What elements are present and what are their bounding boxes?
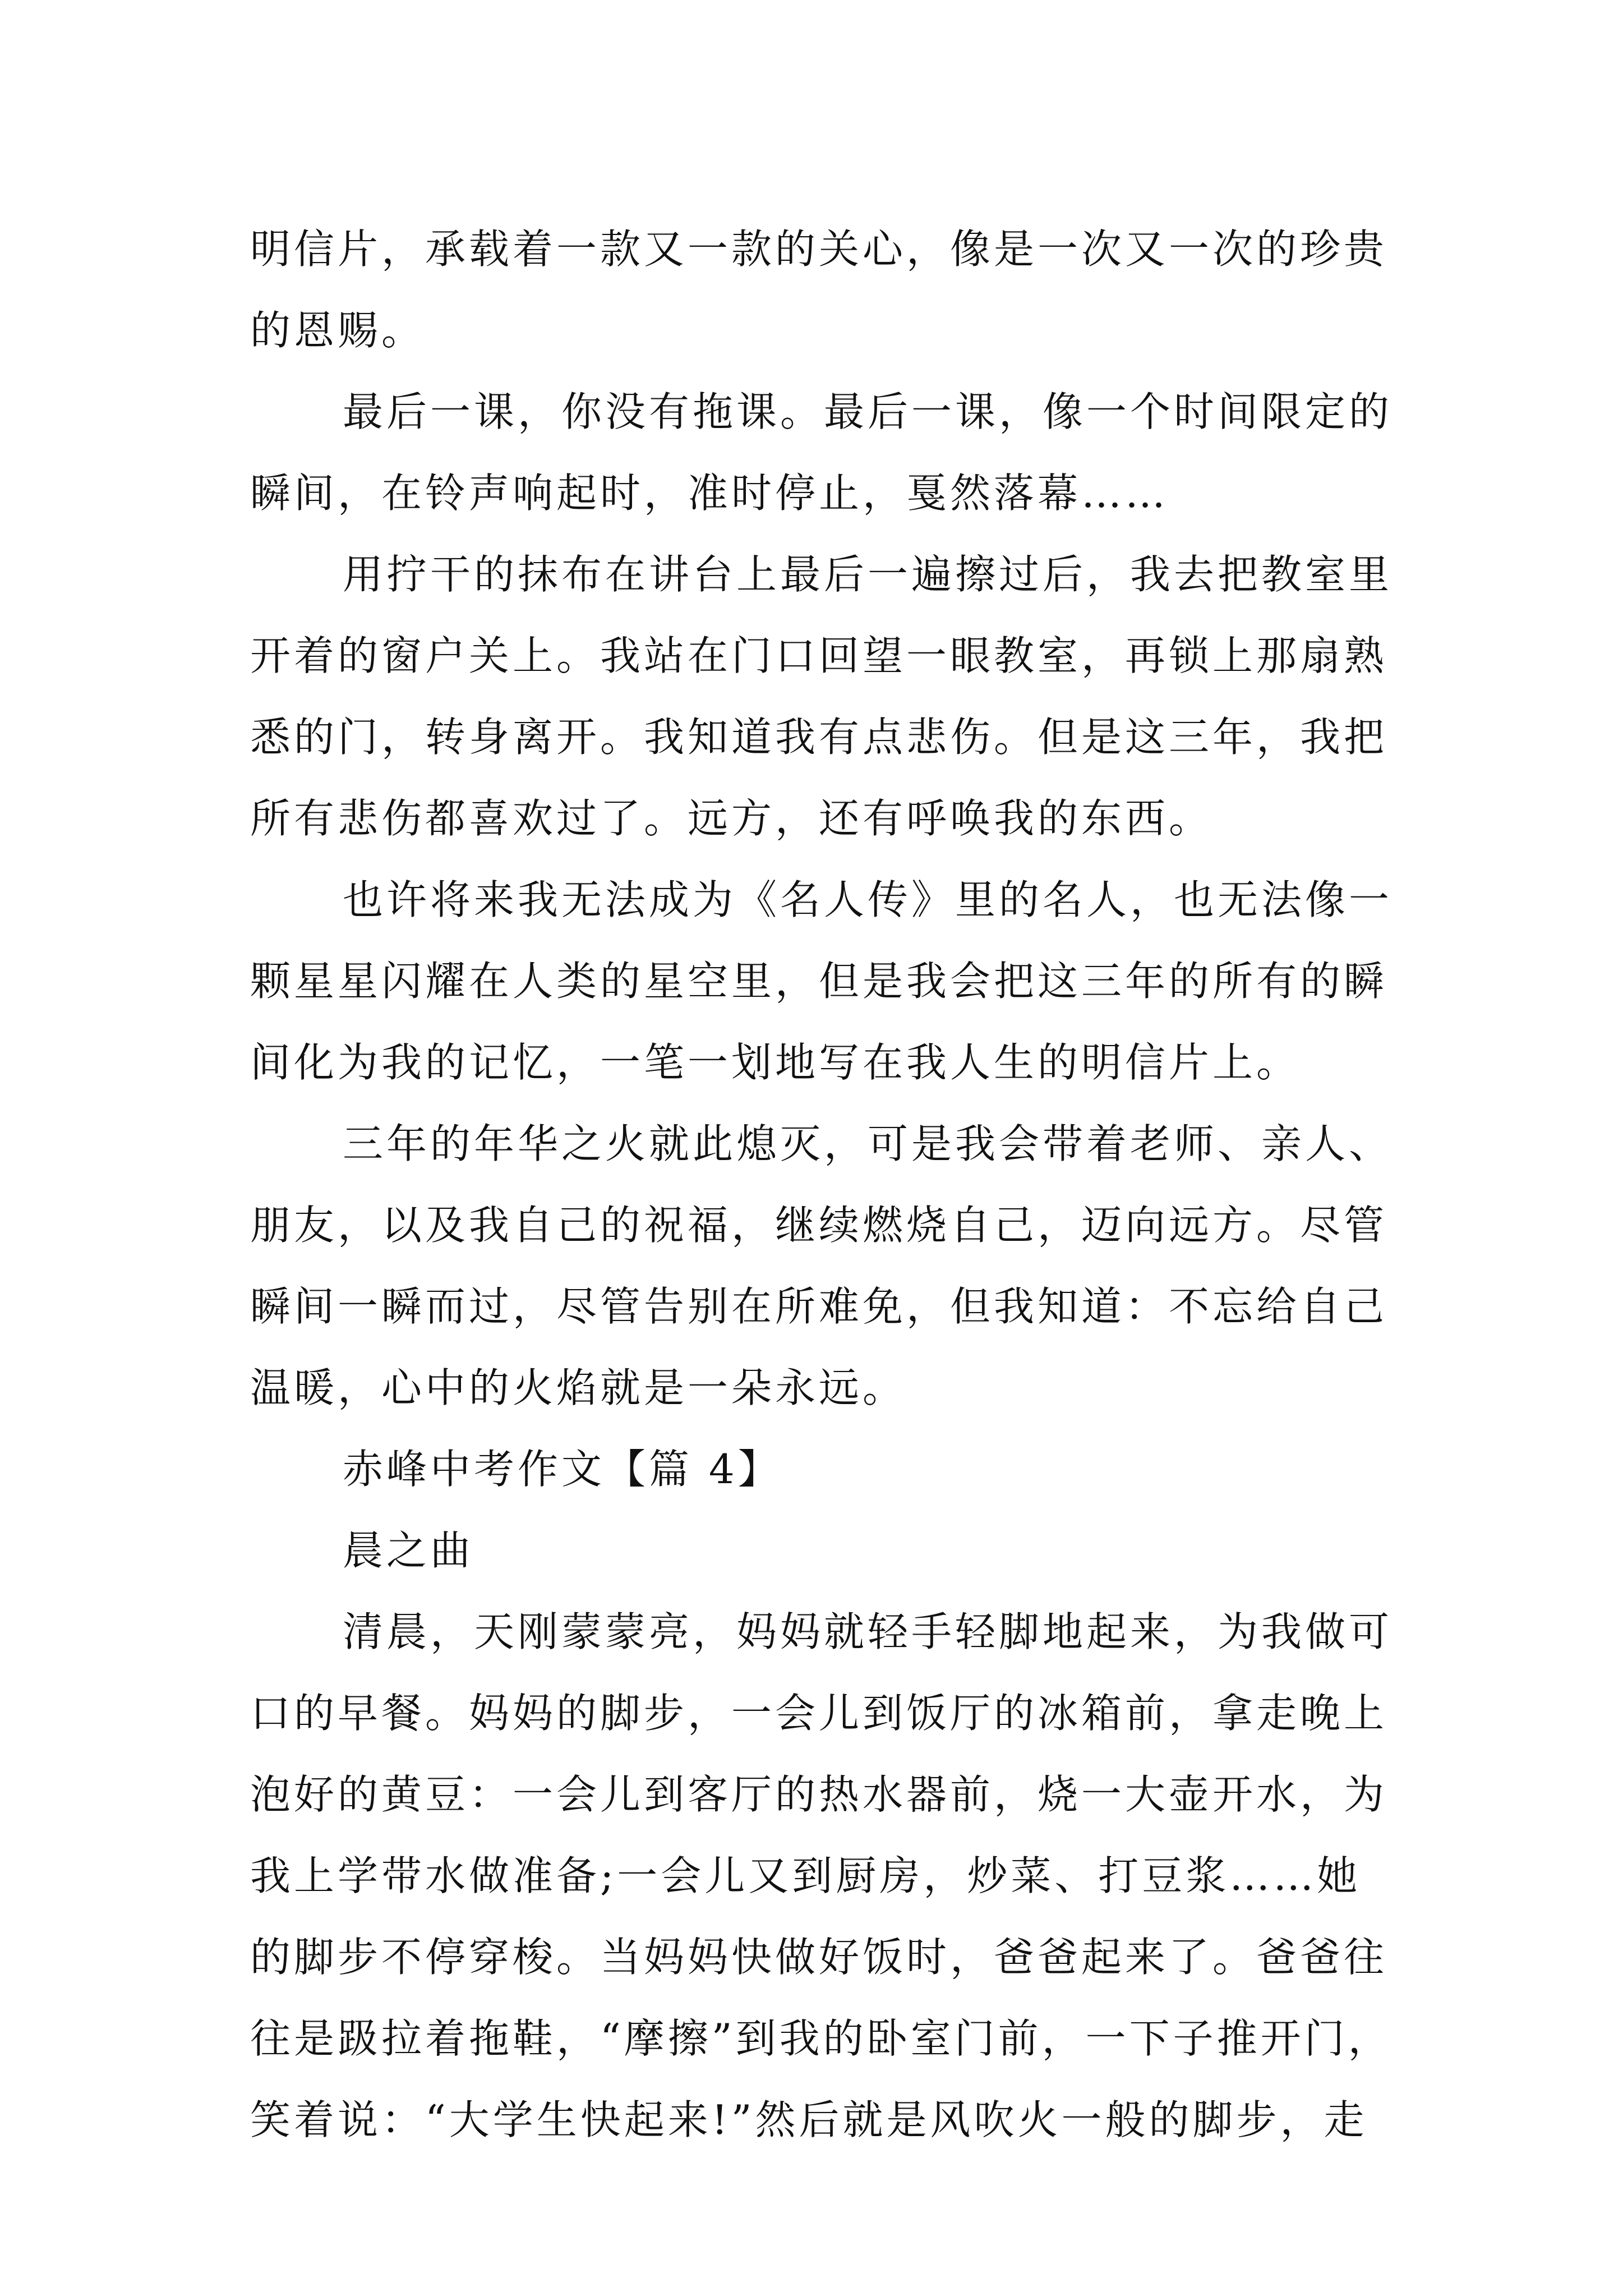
text-line: 间化为我的记忆，一笔一划地写在我人生的明信片上。 xyxy=(250,1039,1301,1086)
paragraph-first-line: 也许将来我无法成为《名人传》里的名人，也无法像一 xyxy=(343,876,1393,923)
text-line: 悉的门，转身离开。我知道我有点悲伤。但是这三年，我把 xyxy=(250,714,1388,761)
text-line: 往是趿拉着拖鞋，“摩擦”到我的卧室门前，一下子推开门， xyxy=(250,2015,1392,2062)
section-heading: 赤峰中考作文【篇 4】 xyxy=(343,1446,782,1493)
text-line: 开着的窗户关上。我站在门口回望一眼教室，再锁上那扇熟 xyxy=(250,632,1388,679)
text-line: 口的早餐。妈妈的脚步，一会儿到饭厅的冰箱前，拿走晚上 xyxy=(250,1690,1388,1737)
text-line: 明信片，承载着一款又一款的关心，像是一次又一次的珍贵 xyxy=(250,226,1388,273)
text-line: 颗星星闪耀在人类的星空里，但是我会把这三年的所有的瞬 xyxy=(250,958,1388,1005)
text-line: 所有悲伤都喜欢过了。远方，还有呼唤我的东西。 xyxy=(250,795,1213,842)
text-line: 的脚步不停穿梭。当妈妈快做好饭时，爸爸起来了。爸爸往 xyxy=(250,1934,1388,1981)
essay-title: 晨之曲 xyxy=(343,1527,474,1574)
paragraph-first-line: 清晨，天刚蒙蒙亮，妈妈就轻手轻脚地起来，为我做可 xyxy=(343,1608,1393,1655)
text-line: 的恩赐。 xyxy=(250,307,426,354)
paragraph-first-line: 最后一课，你没有拖课。最后一课，像一个时间限定的 xyxy=(343,388,1393,435)
text-line: 笑着说：“大学生快起来!”然后就是风吹火一般的脚步，走 xyxy=(250,2096,1368,2143)
text-line: 我上学带水做准备;一会儿又到厨房，炒菜、打豆浆……她 xyxy=(250,1852,1361,1899)
paragraph-first-line: 用拧干的抹布在讲台上最后一遍擦过后，我去把教室里 xyxy=(343,551,1393,598)
text-line: 朋友，以及我自己的祝福，继续燃烧自己，迈向远方。尽管 xyxy=(250,1202,1388,1249)
text-line: 泡好的黄豆：一会儿到客厅的热水器前，烧一大壶开水，为 xyxy=(250,1771,1388,1818)
text-line: 温暖，心中的火焰就是一朵永远。 xyxy=(250,1364,907,1411)
paragraph-first-line: 三年的年华之火就此熄灭，可是我会带着老师、亲人、 xyxy=(343,1120,1393,1167)
text-line: 瞬间，在铃声响起时，准时停止，戛然落幕…… xyxy=(250,470,1169,517)
text-line: 瞬间一瞬而过，尽管告别在所难免，但我知道：不忘给自己 xyxy=(250,1283,1388,1330)
article-body xyxy=(250,209,1393,2161)
